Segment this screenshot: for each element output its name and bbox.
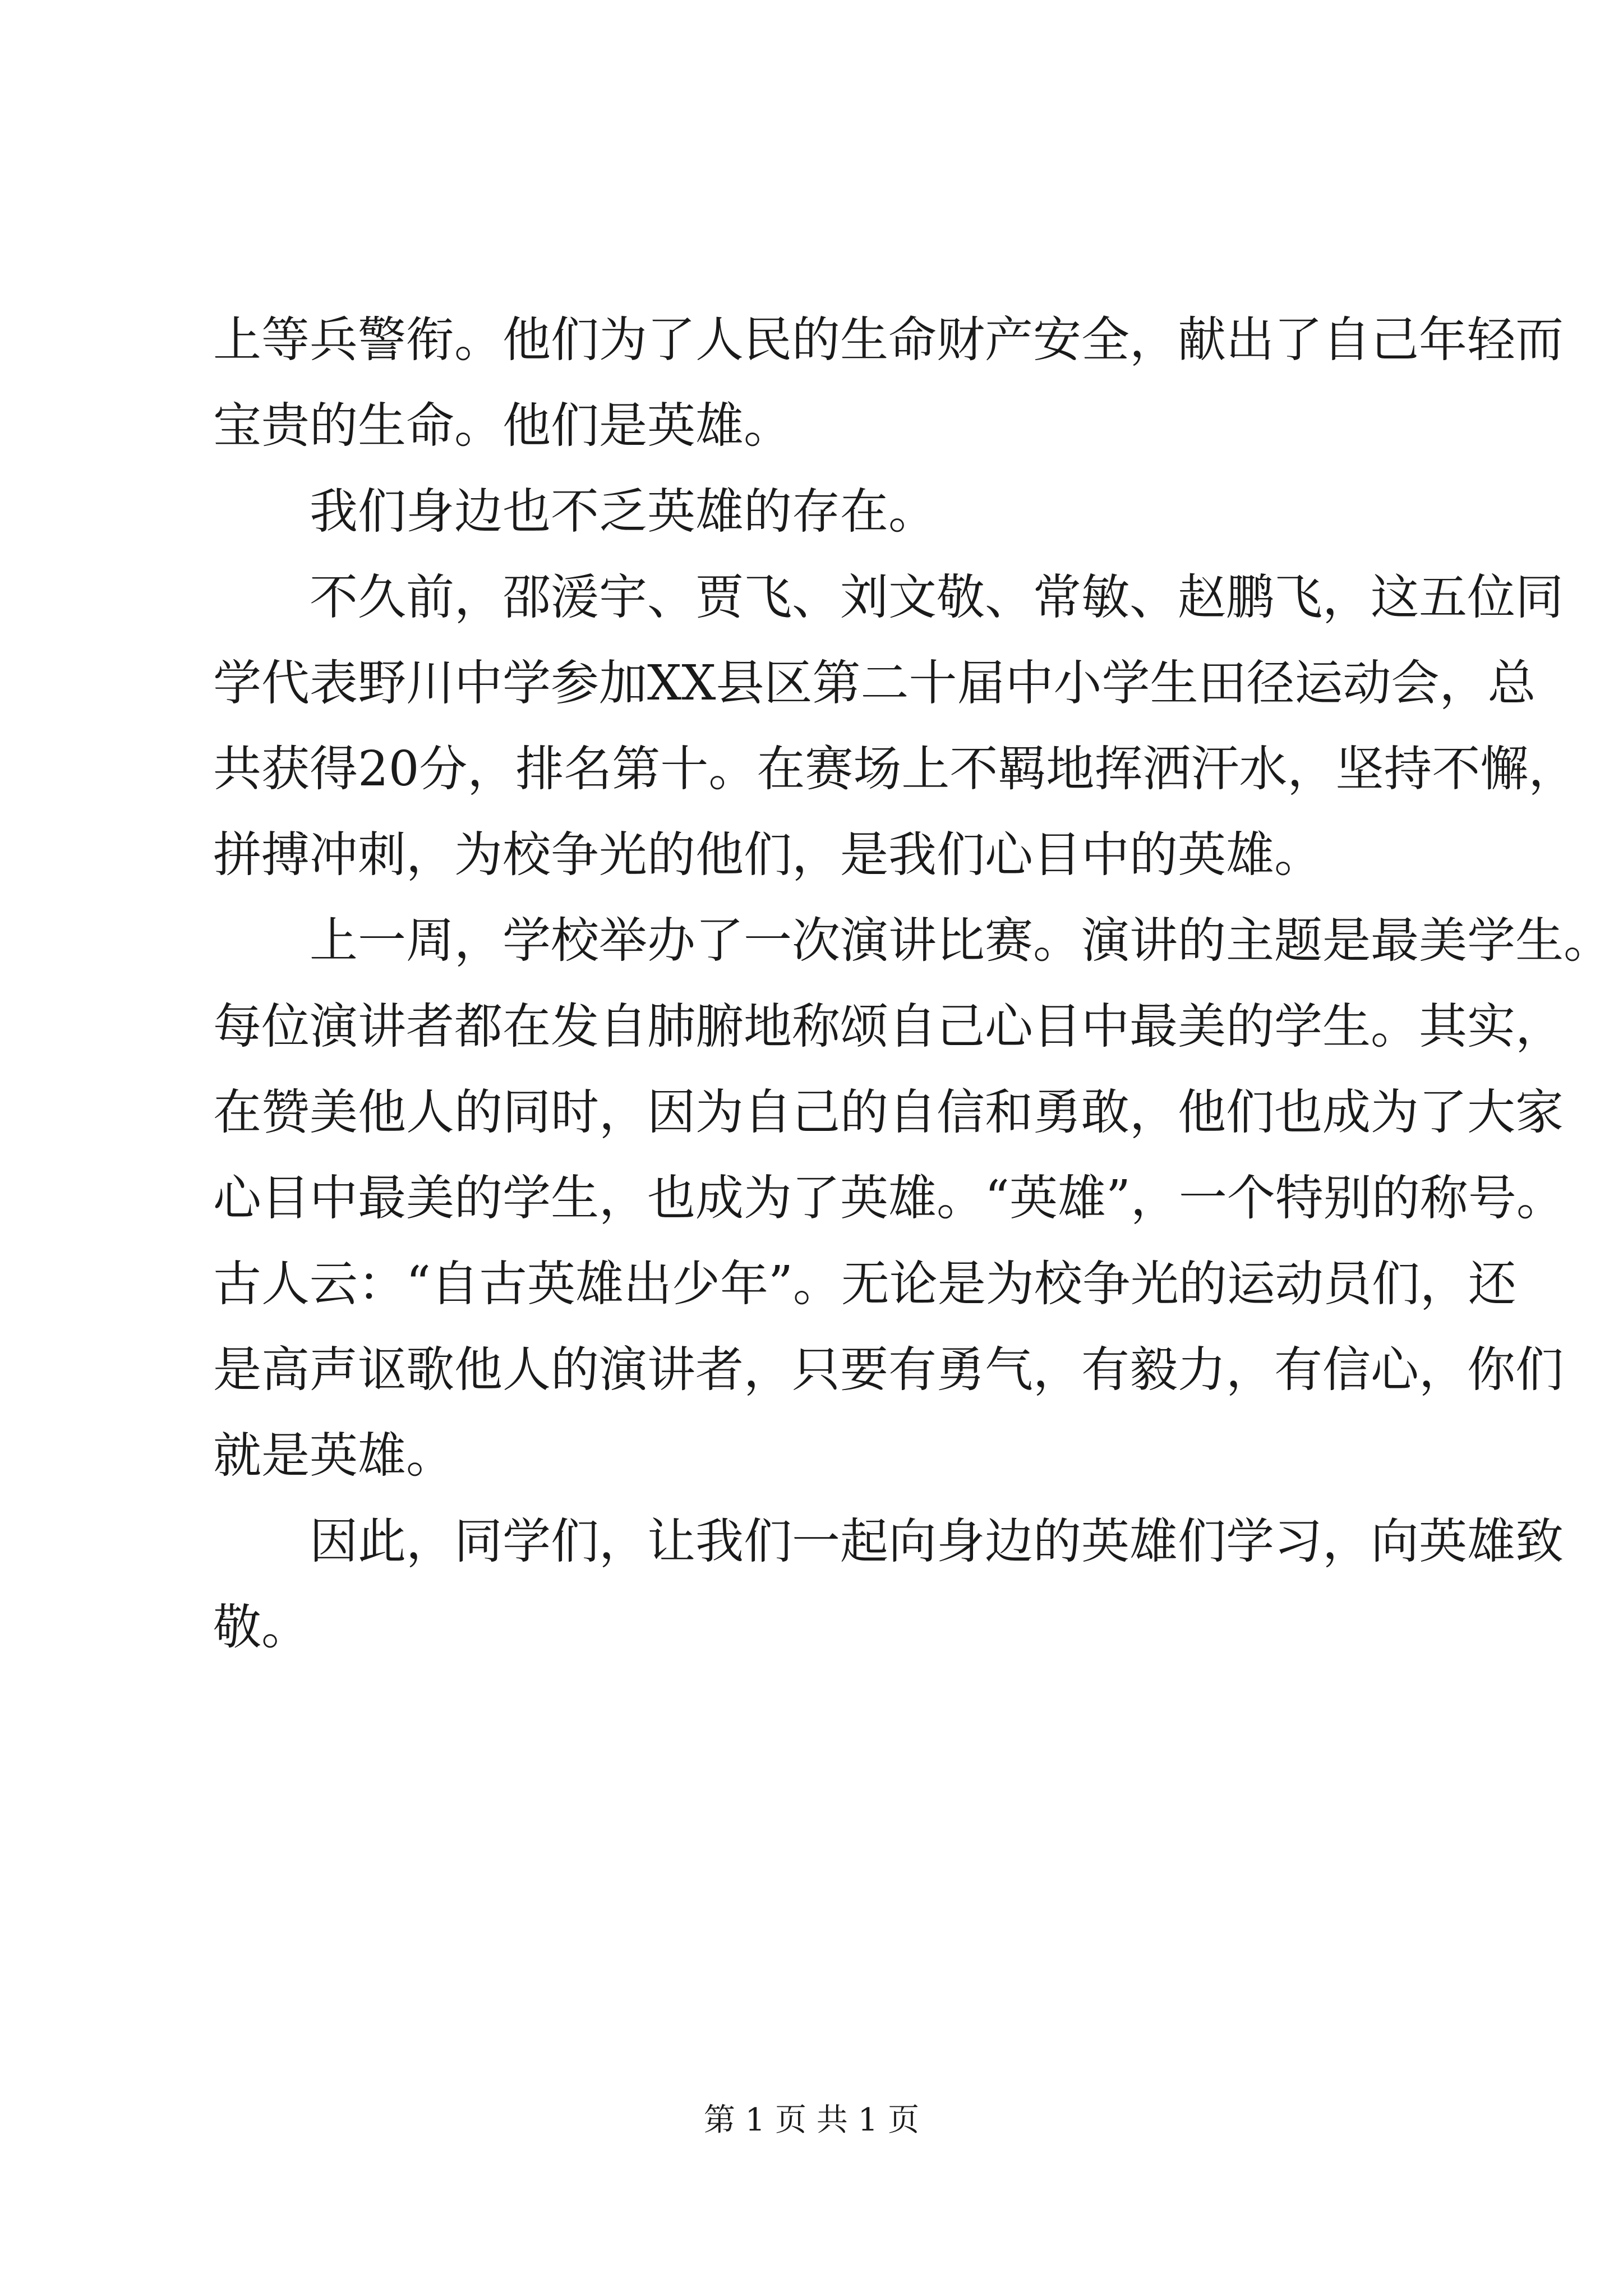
body-line: 共获得20分，排名第十。在赛场上不羁地挥洒汗水，坚持不懈， <box>213 741 1577 797</box>
paragraph-first-line: 上一周，学校举办了一次演讲比赛。演讲的主题是最美学生。 <box>310 913 1612 969</box>
page-footer <box>0 2101 1623 2140</box>
body-line: 拼搏冲刺，为校争光的他们，是我们心目中的英雄。 <box>213 827 1322 883</box>
paragraph-first-line: 因此，同学们，让我们一起向身边的英雄们学习，向英雄致 <box>310 1513 1564 1570</box>
paragraph-first-line: 我们身边也不乏英雄的存在。 <box>310 484 937 540</box>
body-line: 心目中最美的学生，也成为了英雄。“英雄”，一个特别的称号。 <box>213 1170 1565 1226</box>
body-line: 敬。 <box>213 1599 310 1655</box>
body-line: 古人云：“自古英雄出少年”。无论是为校争光的运动员们，还 <box>213 1256 1516 1312</box>
page-number-label: 第 1 页 共 1 页 <box>703 2102 920 2138</box>
body-line: 在赞美他人的同时，因为自己的自信和勇敢，他们也成为了大家 <box>213 1084 1564 1140</box>
document-body <box>213 297 1612 1671</box>
body-line: 宝贵的生命。他们是英雄。 <box>213 398 792 454</box>
body-line: 就是英雄。 <box>213 1428 454 1484</box>
body-line: 学代表野川中学参加XX县区第二十届中小学生田径运动会，总 <box>213 655 1536 711</box>
paragraph-first-line: 不久前，邵湲宇、贾飞、刘文敬、常敏、赵鹏飞，这五位同 <box>310 569 1564 625</box>
body-line: 是高声讴歌他人的演讲者，只要有勇气，有毅力，有信心，你们 <box>213 1342 1564 1398</box>
body-line: 每位演讲者都在发自肺腑地称颂自己心目中最美的学生。其实， <box>213 999 1564 1055</box>
body-line: 上等兵警衔。他们为了人民的生命财产安全，献出了自己年轻而 <box>213 312 1564 368</box>
